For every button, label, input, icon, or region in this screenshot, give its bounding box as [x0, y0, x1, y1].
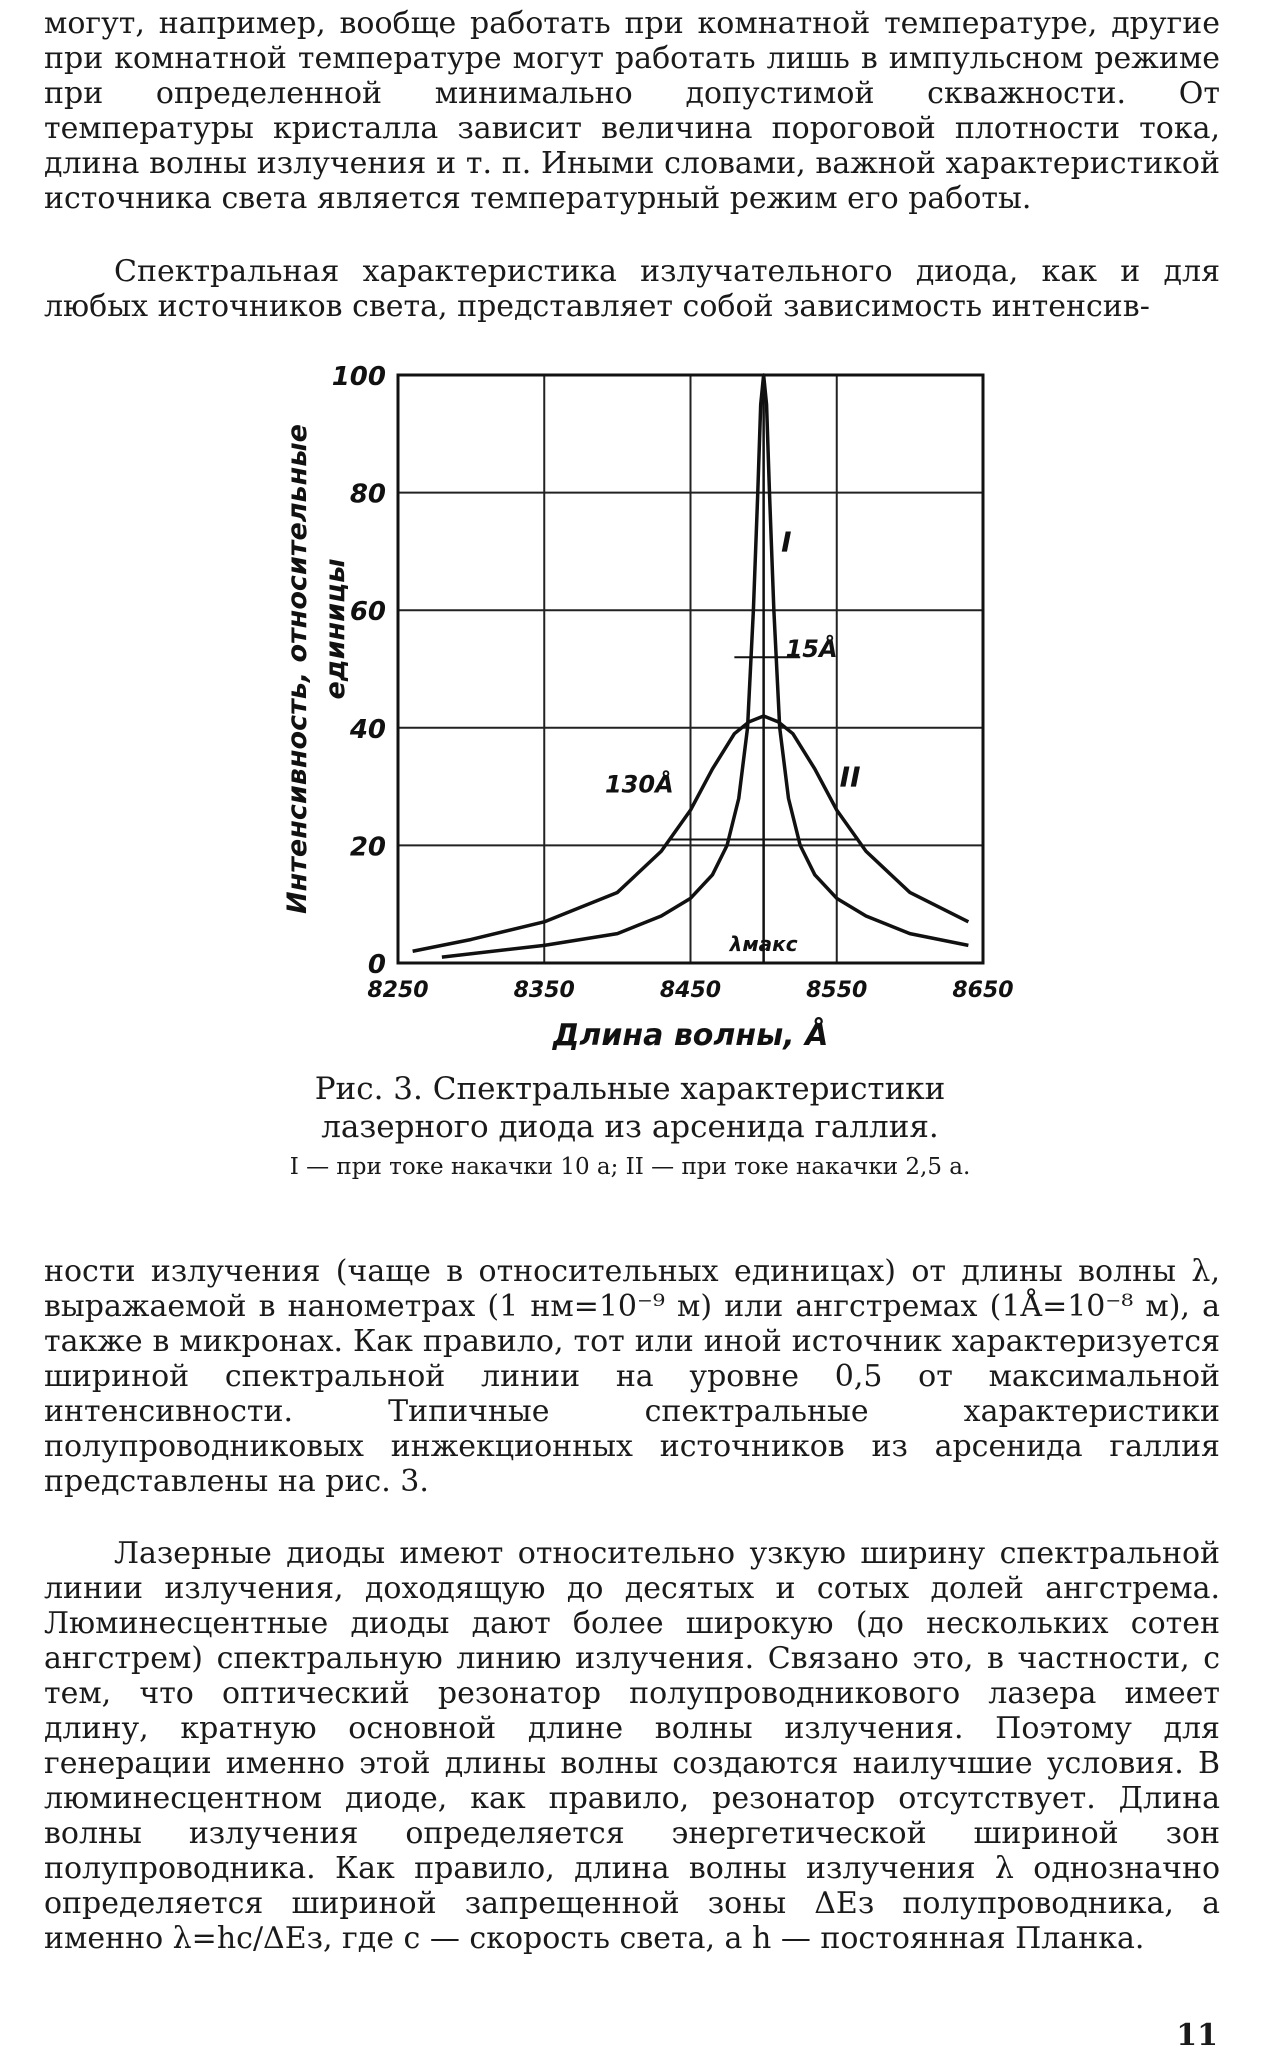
y-tick-label: 80	[349, 479, 386, 510]
annotation-width-I: 15Å	[785, 635, 838, 664]
y-tick-label: 100	[331, 362, 386, 392]
spectral-chart	[240, 350, 1020, 1070]
spectral-chart-svg	[240, 350, 1020, 1070]
y-tick-label: 20	[349, 832, 386, 863]
x-tick-label: 8250	[367, 978, 429, 1003]
paragraph-1: могут, например, вообще работать при комнатной температуре, другие при комнатной температуре могут работать лишь в импульсном режиме при определенной минимально допустимой скважности. От температуры кристалла зависит величина пороговой плотности тока, длина волны излучения и т. п. Иными словами, важной характеристикой источника света является температурный режим его работы.	[44, 6, 1220, 216]
x-axis-label: Длина волны, Å	[552, 1018, 829, 1053]
series-line-I	[442, 375, 969, 957]
x-tick-label: 8350	[513, 978, 575, 1003]
figure-caption-legend: I — при токе накачки 10 а; II — при токе накачки 2,5 а.	[289, 1154, 971, 1180]
annotation-lambda-max: λмакс	[729, 932, 798, 957]
y-axis-label-line1: Интенсивность, относительные	[282, 424, 313, 914]
x-tick-label: 8450	[659, 978, 722, 1003]
y-tick-label: 40	[349, 714, 386, 745]
y-tick-label: 0	[367, 950, 386, 980]
x-tick-label: 8550	[806, 978, 868, 1003]
paragraph-4: Лазерные диоды имеют относительно узкую ширину спектральной линии излучения, доходящую до десятых и сотых долей ангстрема. Люминесцентные диоды дают более широкую (до нескольких сотен ангстрем) спектральную линию излучения. Связано это, в частности, с тем, что оптический резонатор полупроводникового лазера имеет длину, кратную основной длине волны излучения. Поэтому для генерации именно этой длины волны создаются наилучшие условия. В люминесцентном диоде, как правило, резонатор отсутствует. Длина волны излучения определяется энергетической шириной зон полупроводника. Как правило, длина волны излучения λ однозначно определяется шириной запрещенной зоны ΔEз полупроводника, а именно λ=hc/ΔEз, где c — скорость света, а h — постоянная Планка.	[44, 1536, 1220, 1956]
y-axis-label-line2: единицы	[320, 558, 351, 700]
figure-caption: Рис. 3. Спектральные характеристики лазерного диода из арсенида галлия.	[314, 1071, 946, 1145]
paragraph-3: ности излучения (чаще в относительных единицах) от длины волны λ, выражаемой в нанометрах (1 нм=10⁻⁹ м) или ангстремах (1Å=10⁻⁸ м), а также в микронах. Как правило, тот или иной источник характеризуется шириной спектральной линии на уровне 0,5 от максимальной интенсивности. Типичные спектральные характеристики полупроводниковых инжекционных источников из арсенида галлия представлены на рис. 3.	[44, 1254, 1220, 1499]
page-number: 11	[1176, 2018, 1218, 2053]
series-label-II: II	[839, 760, 861, 794]
series-label-I: I	[781, 525, 792, 559]
annotation-width-II: 130Å	[604, 770, 674, 799]
paragraph-2: Спектральная характеристика излучательного диода, как и для любых источников света, представляет собой зависимость интенсив-	[44, 254, 1220, 324]
x-tick-label: 8650	[952, 978, 1014, 1003]
y-tick-label: 60	[349, 597, 386, 628]
